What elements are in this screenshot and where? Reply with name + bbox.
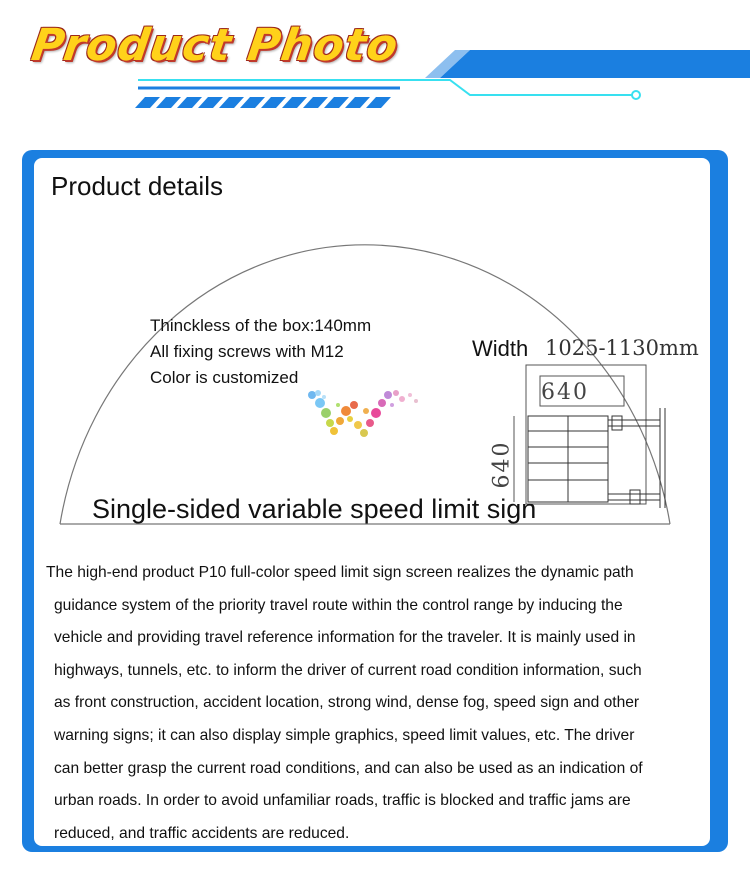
dimension-vertical: 640 — [489, 440, 515, 489]
description-line: guidance system of the priority travel route within the control range by inducing the — [54, 596, 623, 614]
watermark-w-logo-icon — [304, 385, 426, 445]
header-banner — [0, 0, 750, 130]
description-line: as front construction, accident location, strong wind, dense fog, speed sign and other — [54, 694, 640, 712]
description-line: highways, tunnels, etc. to inform the driver of current road condition information, such — [54, 661, 642, 679]
product-description — [46, 557, 718, 850]
spec-color: Color is customized — [150, 368, 299, 387]
description-line: can better grasp the current road conditions, and can also be used as an indication of — [54, 759, 643, 777]
description-line: The high-end product P10 full-color speed limit sign screen realizes the dynamic path — [46, 564, 634, 581]
dimension-horizontal: 640 — [541, 380, 589, 405]
description-line: vehicle and providing travel reference information for the traveler. It is mainly used in — [54, 629, 636, 647]
description-line: urban roads. In order to avoid unfamiliar roads, traffic is blocked and traffic jams are — [54, 792, 631, 810]
spec-screws: All fixing screws with M12 — [150, 342, 344, 361]
spec-thickness: Thinckless of the box:140mm — [150, 316, 372, 335]
description-line: reduced, and traffic accidents are reduced. — [54, 824, 350, 842]
width-label: Width — [472, 336, 529, 361]
details-title: Product details — [51, 171, 223, 201]
banner-title: Product Photo — [28, 20, 402, 71]
width-value: 1025-1130mm — [545, 336, 699, 360]
product-subtitle: Single-sided variable speed limit sign — [92, 494, 537, 524]
description-line: warning signs; it can also display simple graphics, speed limit values, etc. The driver — [54, 726, 635, 744]
